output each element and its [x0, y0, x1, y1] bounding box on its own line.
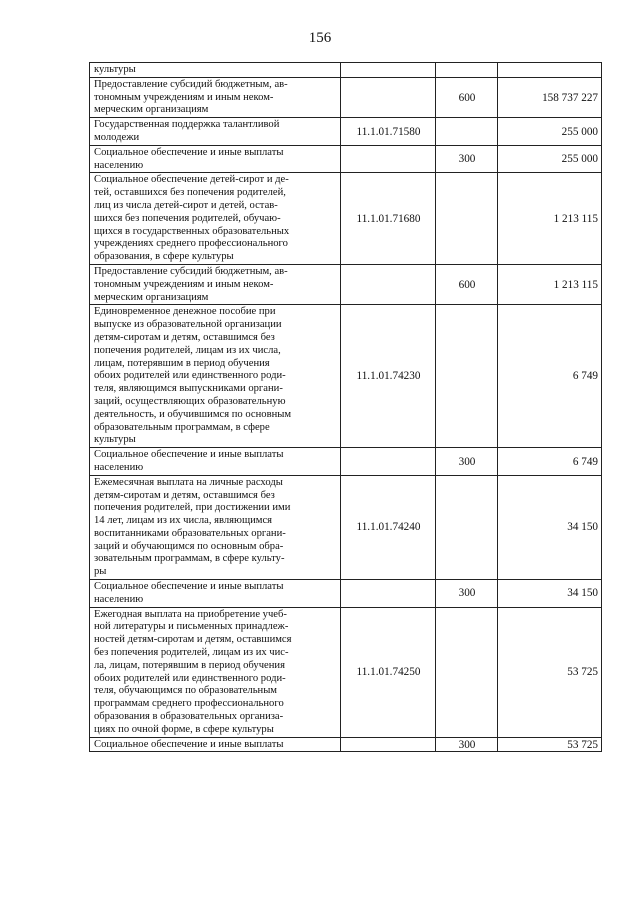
expense-type-cell: 600: [436, 77, 498, 117]
target-code-cell: 11.1.01.71580: [341, 118, 436, 146]
row-name: Ежегодная выплата на приобретение учеб- ной литературы и письменных принадлеж- ностей детям-сиротам и детям, оставшимся без попечения родителей, лицам из их чис- ла, лицам, потерявшим в период обучения обоих родителей или единственного роди- теля, обучающимся по образовательным программам среднего профессионального образования в образовательных организа- циях по очной форме, в сфере культуры: [94, 608, 292, 735]
target-code-cell: 11.1.01.74250: [341, 607, 436, 737]
target-code-cell: [341, 63, 436, 78]
table-row: [90, 475, 602, 579]
target-code-cell: [341, 145, 436, 173]
row-name: Предоставление субсидий бюджетным, ав- тономным учреждениям и иным неком- мерческим организациям: [94, 265, 288, 303]
table-row: [90, 305, 602, 448]
expense-type-cell: [436, 607, 498, 737]
table-row: [90, 607, 602, 737]
row-name-cell: [90, 145, 341, 173]
row-name-cell: [90, 607, 341, 737]
row-name-cell: [90, 63, 341, 78]
row-name: Ежемесячная выплата на личные расходы детям-сиротам и детям, оставшимся без попечения родителей, при достижении ими 14 лет, лицам из их числа, являющимся воспитанниками образовательных органи- заций и обучающимся по основным обра- зовательным программам, в сфере культу- ры: [94, 476, 291, 578]
amount-cell: 255 000: [498, 118, 602, 146]
row-name: Государственная поддержка талантливой молодежи: [94, 119, 280, 143]
table-row: [90, 264, 602, 304]
amount-cell: 34 150: [498, 475, 602, 579]
row-name-cell: [90, 264, 341, 304]
row-name: культуры: [94, 64, 136, 75]
table-row: [90, 737, 602, 752]
amount-cell: 6 749: [498, 448, 602, 476]
amount-cell: 1 213 115: [498, 264, 602, 304]
table-row: [90, 145, 602, 173]
amount-cell: 6 749: [498, 305, 602, 448]
amount-cell: 1 213 115: [498, 173, 602, 265]
row-name: Единовременное денежное пособие при выпуске из образовательной организации детям-сиротам и детям, оставшимся без попечения родителей, лицам из их числа, лицам, потерявшим в период обучения обоих родителей или единственного роди- теля, являющимся выпускниками органи- заций, осуществляющих образовательную деятельность, и обучившимся по основным образовательным программам, в сфере культуры: [94, 306, 292, 446]
row-name: Социальное обеспечение детей-сирот и де- тей, оставшихся без попечения родителей, лиц из числа детей-сирот и детей, остав- шихся без попечения родителей, обучаю- щихся в государственных образовательных учреждениях среднего профессионального образования, в сфере культуры: [94, 174, 290, 263]
budget-table: [89, 62, 602, 752]
amount-cell: 158 737 227: [498, 77, 602, 117]
expense-type-cell: [436, 305, 498, 448]
table-row: [90, 580, 602, 608]
expense-type-cell: [436, 118, 498, 146]
table-row: [90, 118, 602, 146]
row-name-cell: [90, 305, 341, 448]
expense-type-cell: 300: [436, 448, 498, 476]
expense-type-cell: [436, 63, 498, 78]
expense-type-cell: [436, 475, 498, 579]
table-row: [90, 173, 602, 265]
row-name: Предоставление субсидий бюджетным, ав- тономным учреждениям и иным неком- мерческим организациям: [94, 78, 288, 116]
amount-cell: 53 725: [498, 607, 602, 737]
expense-type-cell: 300: [436, 737, 498, 752]
table-row: [90, 448, 602, 476]
amount-cell: 34 150: [498, 580, 602, 608]
row-name-cell: [90, 580, 341, 608]
row-name: Социальное обеспечение и иные выплаты населению: [94, 449, 284, 473]
target-code-cell: 11.1.01.74240: [341, 475, 436, 579]
row-name-cell: [90, 173, 341, 265]
amount-cell: 53 725: [498, 737, 602, 752]
expense-type-cell: 300: [436, 580, 498, 608]
expense-type-cell: 300: [436, 145, 498, 173]
page-number: 156: [308, 30, 332, 46]
row-name-cell: [90, 118, 341, 146]
target-code-cell: [341, 580, 436, 608]
row-name: Социальное обеспечение и иные выплаты: [94, 738, 284, 750]
expense-type-cell: 600: [436, 264, 498, 304]
target-code-cell: 11.1.01.71680: [341, 173, 436, 265]
row-name-cell: [90, 448, 341, 476]
row-name: Социальное обеспечение и иные выплаты населению: [94, 146, 284, 171]
target-code-cell: [341, 737, 436, 752]
row-name: Социальное обеспечение и иные выплаты населению: [94, 581, 284, 605]
row-name-cell: [90, 475, 341, 579]
row-name-cell: [90, 77, 341, 117]
amount-cell: [498, 63, 602, 78]
expense-type-cell: [436, 173, 498, 265]
row-name-cell: [90, 737, 341, 752]
target-code-cell: 11.1.01.74230: [341, 305, 436, 448]
table-row: [90, 77, 602, 117]
target-code-cell: [341, 448, 436, 476]
target-code-cell: [341, 264, 436, 304]
table-row: [90, 63, 602, 78]
target-code-cell: [341, 77, 436, 117]
amount-cell: 255 000: [498, 145, 602, 173]
